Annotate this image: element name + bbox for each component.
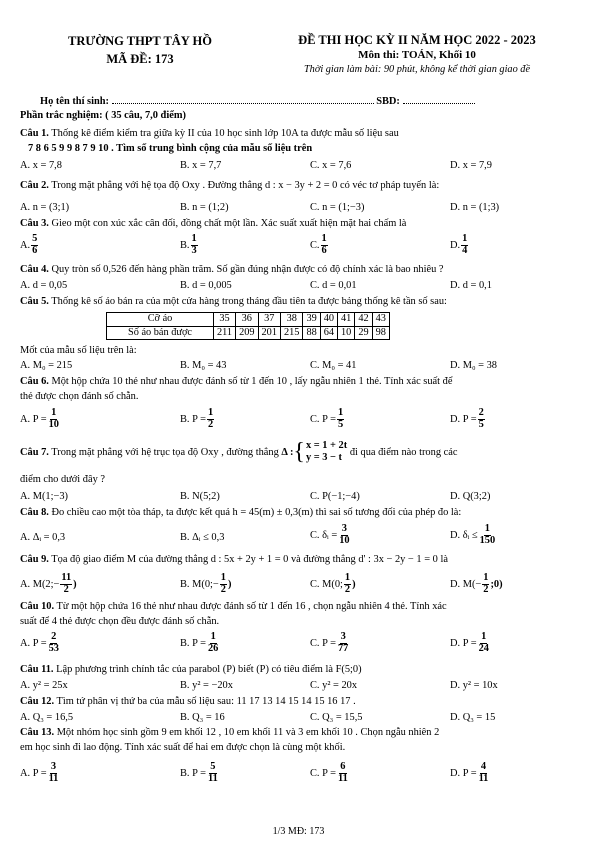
school-name: TRƯỜNG THPT TÂY HỒ [68,34,212,48]
q4-option-d[interactable]: D. d = 0,1 [450,280,492,291]
q11-option-b[interactable]: B. y² = −20x [180,680,233,691]
q7-option-c[interactable]: C. P(−1;−4) [310,491,360,502]
q9-option-c[interactable]: C. M(0; $\frac{1}{2}$ ) [310,572,356,595]
question-5: Câu 5. Thống kê số áo bán ra của một cửa hàng trong tháng đầu tiên ta được bảng thống kê tần số sau: [20,296,447,307]
q5-option-b[interactable]: B. M₀ = 43 [180,360,227,371]
q2-option-c[interactable]: C. n = (1;−3) [310,202,365,213]
table-row: Cỡ áo 35 36 37 38 39 40 41 42 43 [107,313,390,327]
frequency-table [106,312,390,340]
question-1: Câu 1. Thống kê điểm kiểm tra giữa kỳ II của 10 học sinh lớp 10A ta được mẫu số liệu sau [20,128,399,139]
question-10: Câu 10. Từ một hộp chứa 16 thẻ như nhau được đánh số từ 1 đến 16 , chọn ngẫu nhiên 4 thẻ. Tính xác [20,601,447,612]
question-12: Câu 12. Tìm tứ phân vị thứ ba của mẫu số liệu sau: 11 17 13 14 15 14 15 16 17 . [20,696,356,707]
q3-option-c[interactable]: C. $\frac{1}{6}$ [310,233,327,256]
exam-title: ĐỀ THI HỌC KỲ II NĂM HỌC 2022 - 2023 [298,33,536,47]
q12-option-c[interactable]: C. Q₃ = 15,5 [310,712,363,723]
q9-option-a[interactable]: A. M(2;− $\frac{11}{2}$ ) [20,572,77,595]
q3-option-a[interactable]: A. $\frac{5}{6}$ [20,233,38,256]
q10-option-b[interactable]: B. P = $\frac{1}{26}$ [180,631,219,654]
section-title: Phần trắc nghiệm: ( 35 câu, 7,0 điểm) [20,110,186,121]
q8-option-c[interactable]: C. δᵢ = $\frac{3}{10}$ [310,523,350,546]
q12-option-b[interactable]: B. Q₃ = 16 [180,712,225,723]
q1-option-d[interactable]: D. x = 7,9 [450,160,492,171]
q8-option-d[interactable]: D. δᵢ ≤ $\frac{1}{150}$ [450,523,496,546]
exam-code: MÃ ĐỀ: 173 [106,52,174,67]
q13-option-b[interactable]: B. P = $\frac{5}{11}$ [180,761,218,784]
q12-option-a[interactable]: A. Q₃ = 16,5 [20,712,74,723]
q13-option-d[interactable]: D. P = $\frac{4}{11}$ [450,761,489,784]
question-6-cont: thẻ được chọn đánh số chẵn. [20,391,139,402]
q4-option-b[interactable]: B. d = 0,005 [180,280,232,291]
q11-option-d[interactable]: D. y² = 10x [450,680,498,691]
q6-option-b[interactable]: B. P = $\frac{1}{2}$ [180,407,214,430]
q8-option-b[interactable]: B. Δᵢ ≤ 0,3 [180,532,225,543]
header-right [262,32,572,76]
question-2: Câu 2. Trong mặt phẳng với hệ tọa độ Oxy . Đường thẳng d : x − 3y + 2 = 0 có véc tơ pháp tuyến là: [20,180,440,191]
q2-option-a[interactable]: A. n = (3;1) [20,202,70,213]
q9-option-d[interactable]: D. M(− $\frac{1}{2}$ ;0) [450,572,503,595]
q7-option-a[interactable]: A. M(1;−3) [20,491,68,502]
time-note: Thời gian làm bài: 90 phút, không kể thời gian giao đề [303,63,531,75]
q3-option-d[interactable]: D. $\frac{1}{4}$ [450,233,468,256]
q2-option-d[interactable]: D. n = (1;3) [450,202,500,213]
q6-option-c[interactable]: C. P = $\frac{1}{5}$ [310,407,344,430]
q5-option-a[interactable]: A. M₀ = 215 [20,360,73,371]
q1-option-b[interactable]: B. x = 7,7 [180,160,222,171]
q5-option-c[interactable]: C. M₀ = 41 [310,360,357,371]
student-line [40,94,475,109]
name-label: Họ tên thí sinh: [40,96,109,107]
q11-option-c[interactable]: C. y² = 20x [310,680,358,691]
question-6: Câu 6. Một hộp chứa 10 thẻ như nhau được đánh số từ 1 đến 10 , lấy ngẫu nhiên 1 thẻ. Tính xác suất để [20,376,453,387]
question-11: Câu 11. Lập phương trình chính tắc của parabol (P) biết (P) có tiêu điểm là F(5;0) [20,664,362,675]
question-7: Câu 7. Trong mặt phẳng với hệ trục tọa độ Oxy , đường thẳng Δ :{x = 1 + 2t y = 3 − t đi qua điểm nào trong các [20,439,458,466]
q5-option-d[interactable]: D. M₀ = 38 [450,360,498,371]
subject: Môn thi: TOÁN, Khối 10 [358,49,476,62]
question-9: Câu 9. Tọa độ giao điểm M của đường thẳng d : 5x + 2y + 1 = 0 và đường thẳng d' : 3x − 2y − 1 = 0 là [20,554,448,565]
q10-option-c[interactable]: C. P = $\frac{3}{77}$ [310,631,349,654]
q10-option-a[interactable]: A. P = $\frac{2}{53}$ [20,631,59,654]
sbd-field[interactable] [403,94,475,104]
q1-option-a[interactable]: A. x = 7,8 [20,160,62,171]
table-row: Số áo bán được 211 209 201 215 88 64 10 29 98 [107,326,390,340]
question-7-cont: điểm cho dưới đây ? [20,474,105,485]
header-left [40,32,240,68]
question-1-data: 7 8 6 5 9 9 8 7 9 10 . Tìm số trung bình cộng của mẫu số liệu trên [28,143,313,154]
question-5-ask: Mốt của mẫu số liệu trên là: [20,345,137,356]
q8-option-a[interactable]: A. Δᵢ = 0,3 [20,532,66,543]
q13-option-c[interactable]: C. P = $\frac{6}{11}$ [310,761,348,784]
q4-option-c[interactable]: C. d = 0,01 [310,280,357,291]
question-10-cont: suất để 4 thẻ được chọn đều được đánh số chẵn. [20,616,220,627]
page-footer: 1/3 MĐ: 173 [272,826,325,837]
q4-option-a[interactable]: A. d = 0,05 [20,280,68,291]
q9-option-b[interactable]: B. M(0;− $\frac{1}{2}$ ) [180,572,232,595]
question-4: Câu 4. Quy tròn số 0,526 đến hàng phần trăm. Số gần đúng nhận được có độ chính xác là bao nhiêu ? [20,264,444,275]
question-13-cont: em học sinh đi lao động. Tính xác suất để hai em được chọn là cùng một khối. [20,742,346,753]
q7-option-d[interactable]: D. Q(3;2) [450,491,491,502]
q6-option-d[interactable]: D. P = $\frac{2}{5}$ [450,407,484,430]
q3-option-b[interactable]: B. $\frac{1}{3}$ [180,233,197,256]
q6-option-a[interactable]: A. P = $\frac{1}{10}$ [20,407,59,430]
question-3: Câu 3. Gieo một con xúc xắc cân đối, đồng chất một lần. Xác suất xuất hiện mặt hai chấm là [20,218,407,229]
sbd-label: SBD: [376,96,400,107]
name-field[interactable] [112,94,374,104]
question-13: Câu 13. Một nhóm học sinh gồm 9 em khối 12 , 10 em khối 11 và 3 em khối 10 . Chọn ngẫu nhiên 2 [20,727,440,738]
q7-option-b[interactable]: B. N(5;2) [180,491,220,502]
q11-option-a[interactable]: A. y² = 25x [20,680,68,691]
q10-option-d[interactable]: D. P = $\frac{1}{24}$ [450,631,489,654]
q12-option-d[interactable]: D. Q₃ = 15 [450,712,496,723]
q1-option-c[interactable]: C. x = 7,6 [310,160,352,171]
question-8: Câu 8. Đo chiều cao một tòa tháp, ta được kết quả h = 45(m) ± 0,3(m) thì sai số tương đối của phép đo là: [20,507,462,518]
q13-option-a[interactable]: A. P = $\frac{3}{11}$ [20,761,59,784]
q2-option-b[interactable]: B. n = (1;2) [180,202,229,213]
